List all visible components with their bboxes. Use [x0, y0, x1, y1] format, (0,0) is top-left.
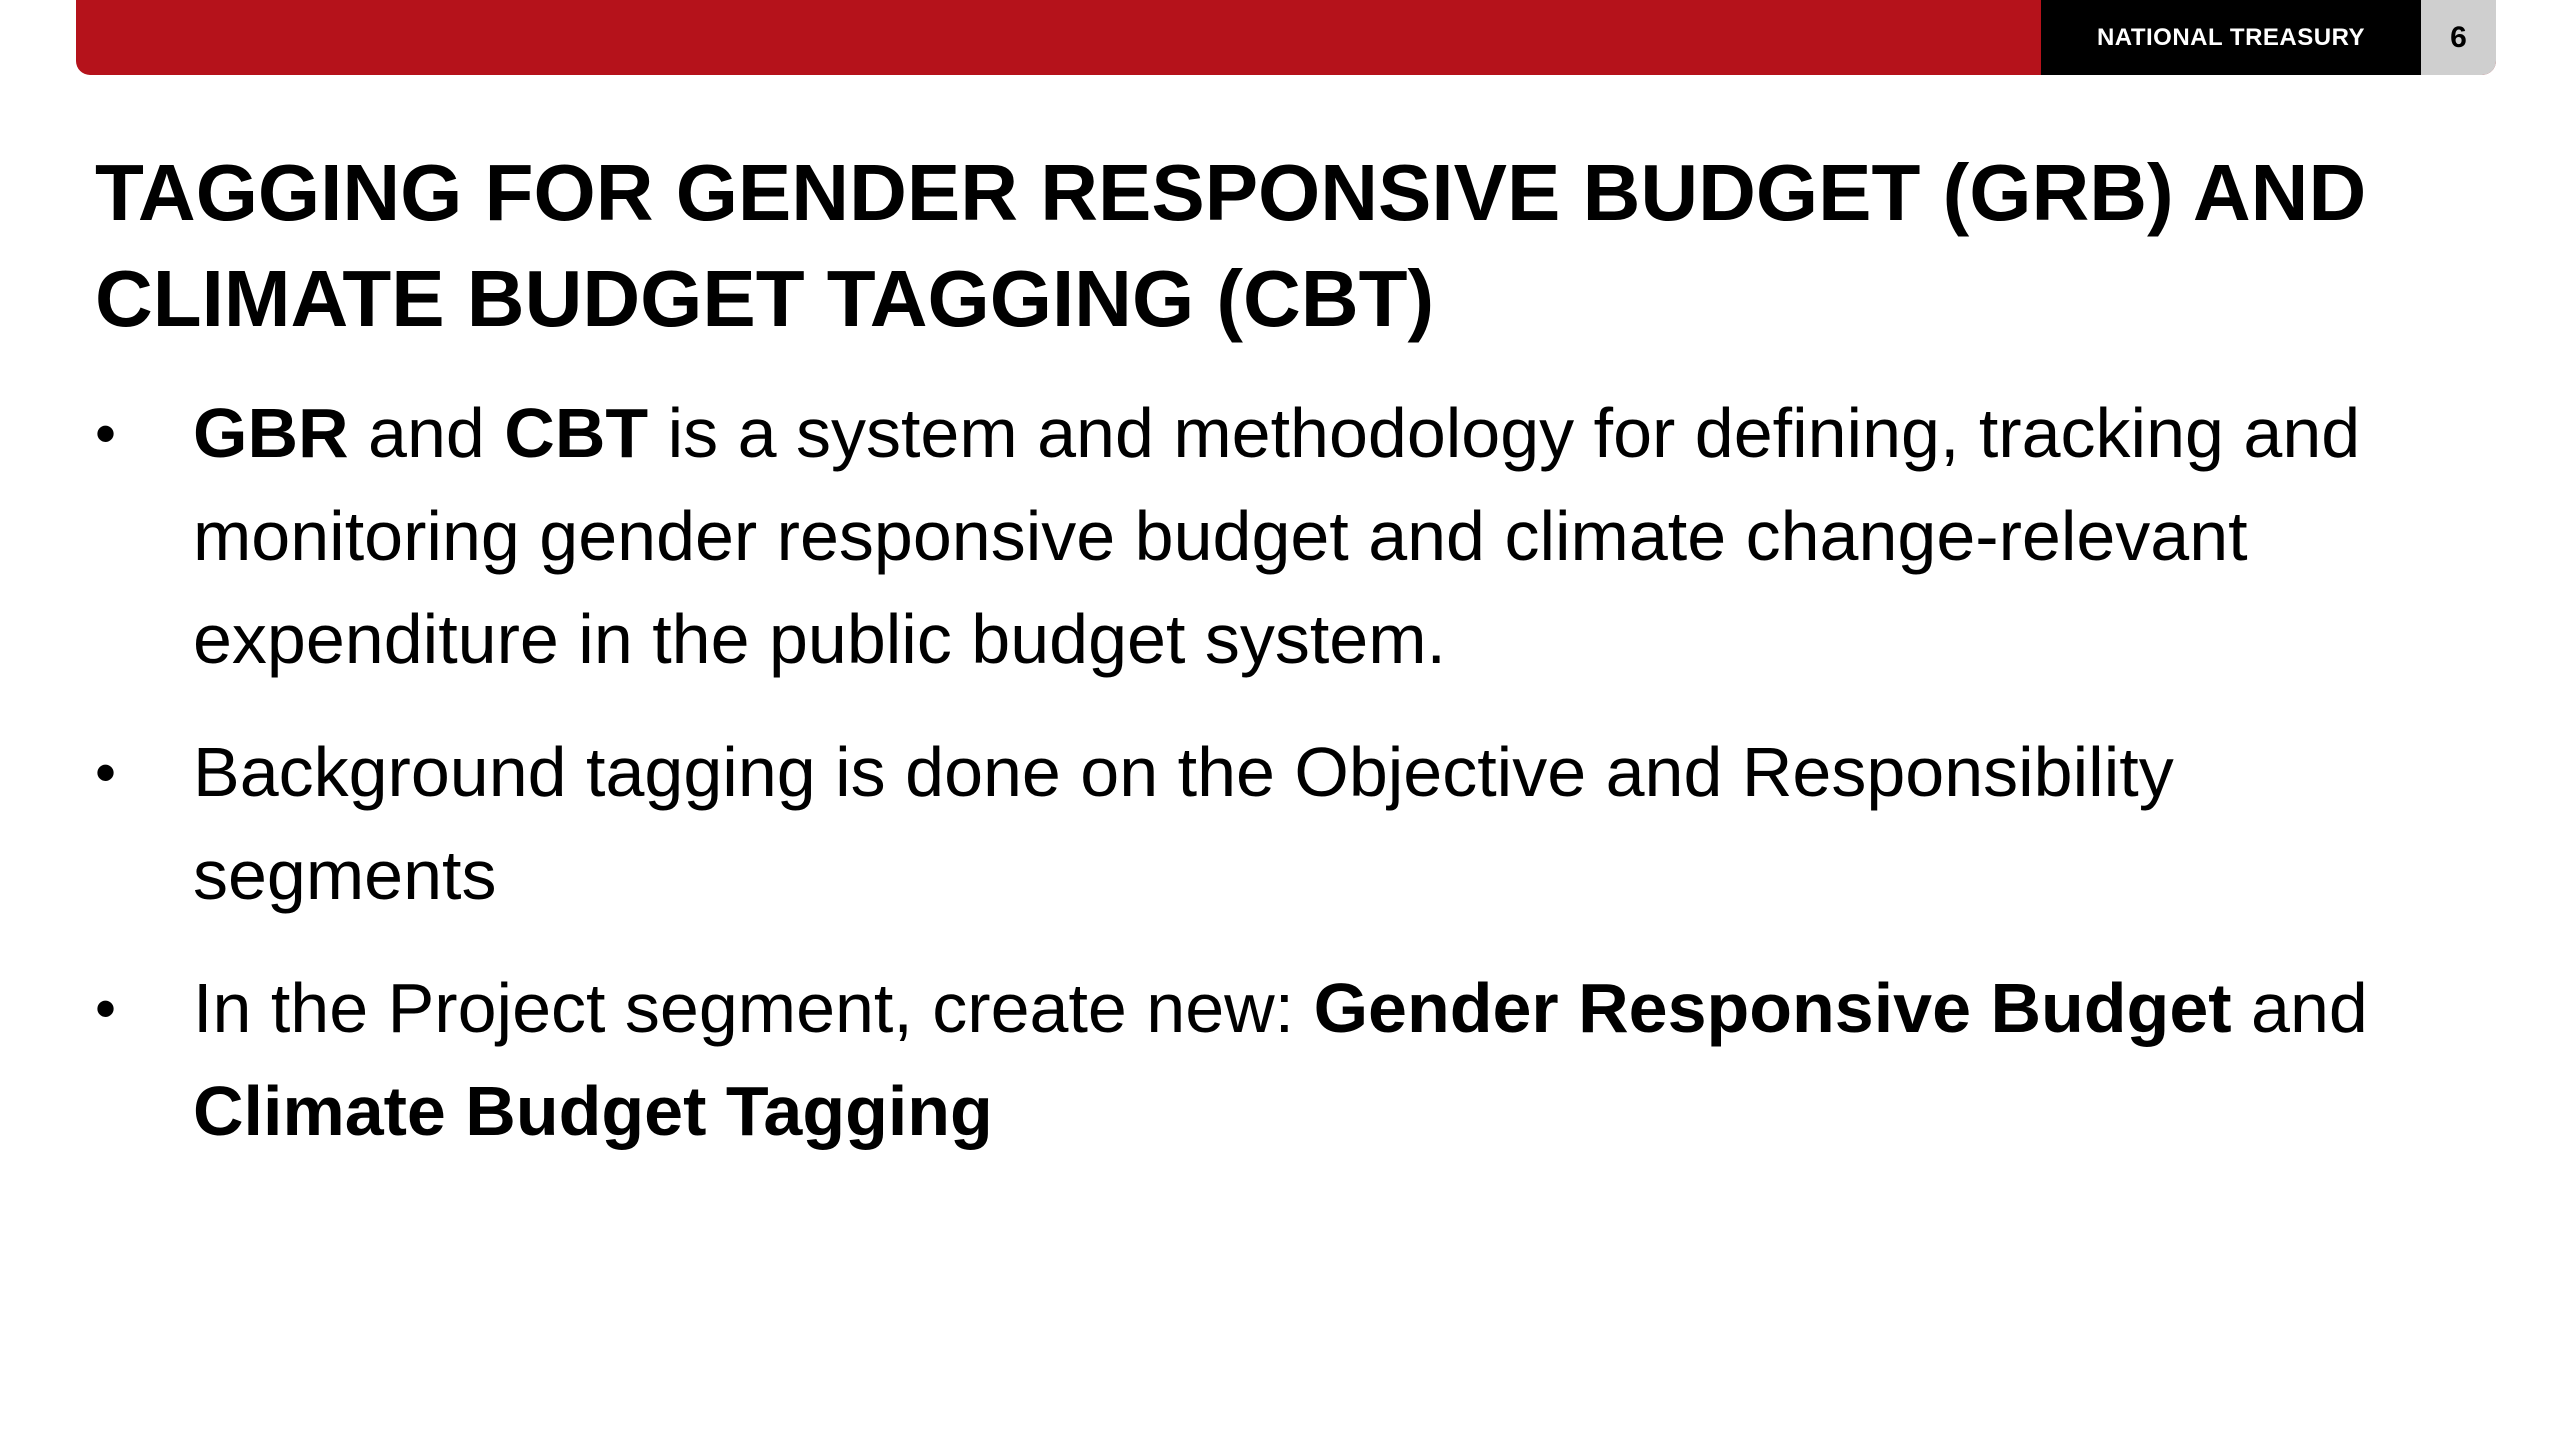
page-number: 6	[2421, 0, 2496, 75]
bullet-marker: •	[95, 739, 117, 806]
bullet-item-1	[95, 382, 2475, 691]
slide-title: TAGGING FOR GENDER RESPONSIVE BUDGET (GRB) AND CLIMATE BUDGET TAGGING (CBT)	[95, 148, 2367, 343]
bullet-marker: •	[95, 975, 117, 1042]
header-bar	[76, 0, 2496, 75]
bullet-item-3	[95, 957, 2475, 1163]
bullet-1-seg-2: and	[348, 394, 505, 472]
bullet-1-seg-3: CBT	[504, 394, 649, 472]
bullet-3-seg-4: Climate Budget Tagging	[193, 1072, 993, 1150]
bullet-1-seg-4: is a system and methodology for defining, tracking and monitoring gender responsive budget and climate change-relevant expenditure in the public budget system.	[193, 394, 2361, 678]
bullet-3-seg-3: and	[2231, 969, 2368, 1047]
bullet-list	[95, 382, 2475, 1193]
org-name-label: NATIONAL TREASURY	[2041, 0, 2421, 75]
bullet-1-seg-1: GBR	[193, 394, 349, 472]
bullet-marker: •	[95, 400, 117, 467]
bullet-3-seg-1: In the Project segment, create new:	[193, 969, 1314, 1047]
header-red-band	[76, 0, 2041, 75]
bullet-item-2	[95, 721, 2475, 927]
bullet-2-seg-1: Background tagging is done on the Objective and Responsibility segments	[193, 733, 2174, 914]
bullet-3-seg-2: Gender Responsive Budget	[1313, 969, 2232, 1047]
